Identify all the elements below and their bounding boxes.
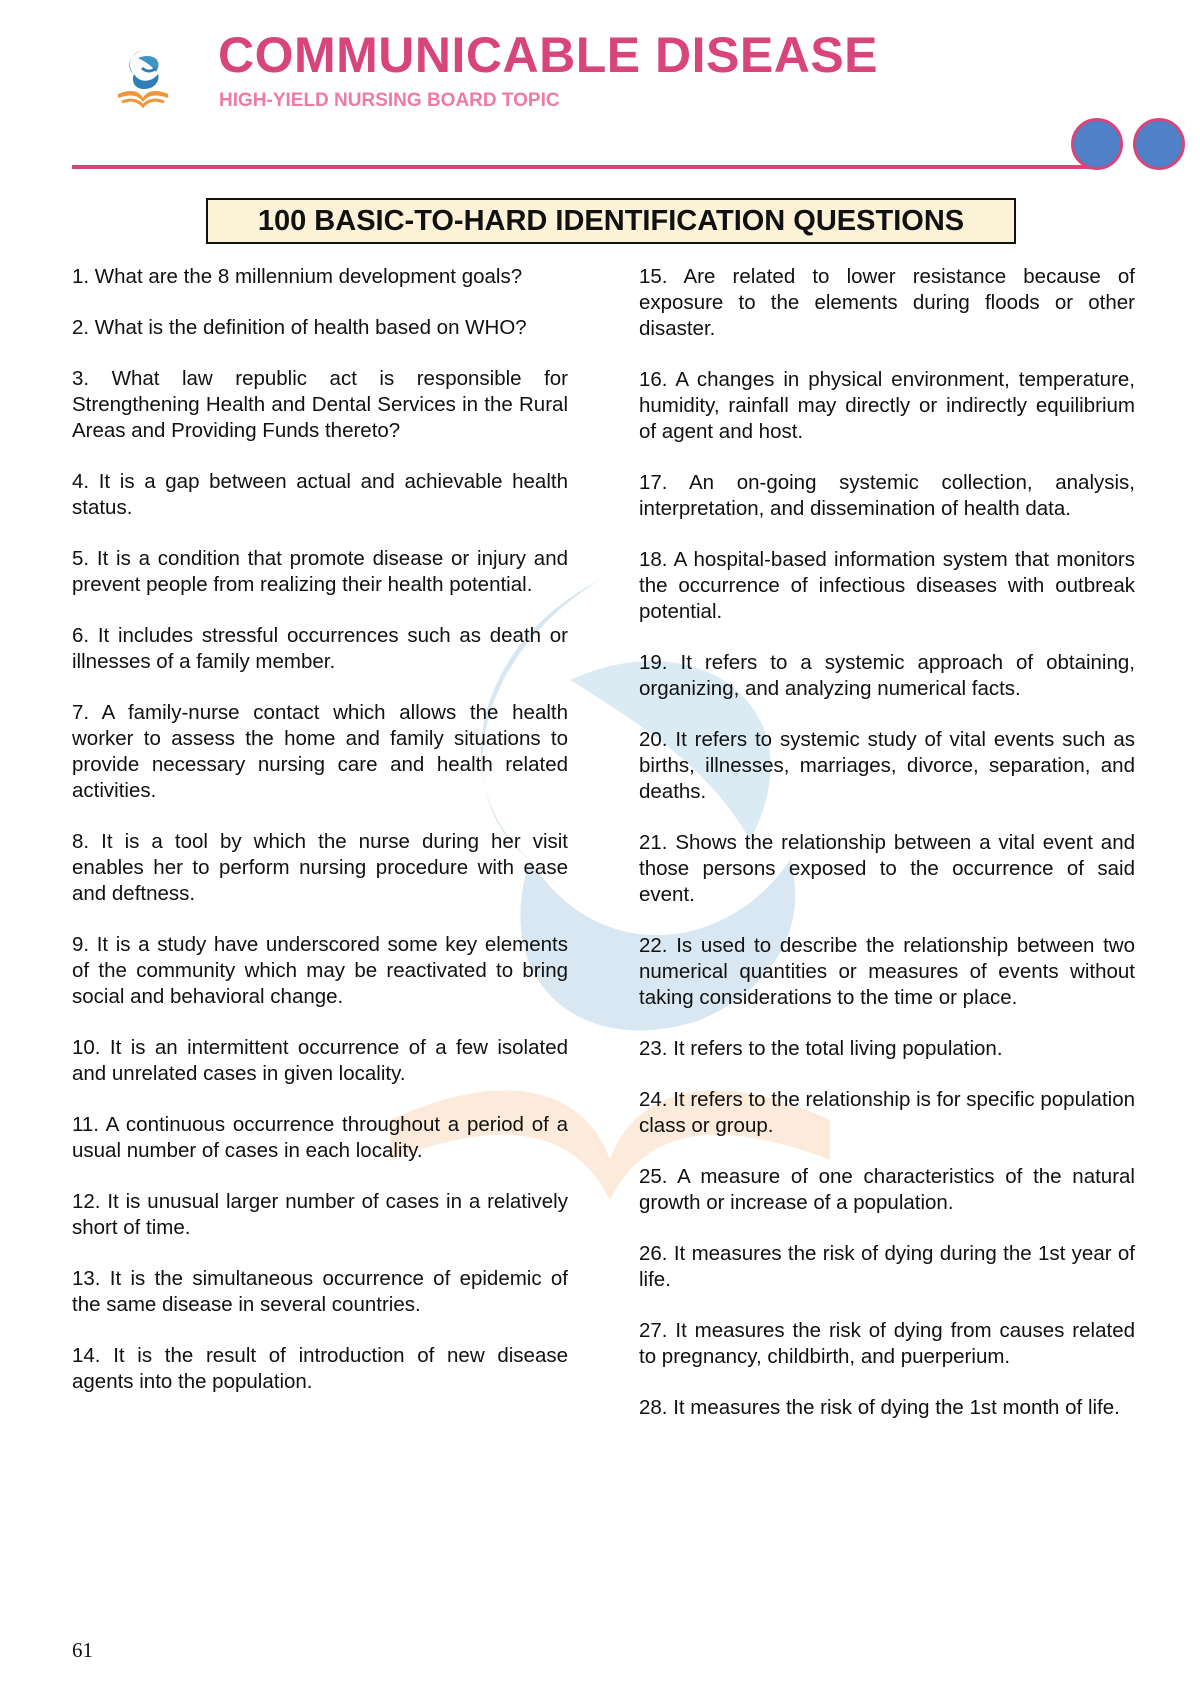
question-item: 23. It refers to the total living population. [639, 1037, 1003, 1060]
left-question-column [72, 264, 568, 1420]
question-item: 16. A changes in physical environment, temperature, humidity, rainfall may directly or indirectly equilibrium of agent and host. [639, 368, 1135, 443]
question-item: 9. It is a study have underscored some key elements of the community which may be reactivated to bring social and behavioral change. [72, 933, 568, 1008]
right-question-column [639, 264, 1135, 1446]
header-divider [72, 165, 1092, 169]
question-item: 22. Is used to describe the relationship between two numerical quantities or measures of events without taking considerations to the time or place. [639, 934, 1135, 1009]
question-item: 21. Shows the relationship between a vital event and those persons exposed to the occurrence of said event. [639, 831, 1135, 906]
question-item: 20. It refers to systemic study of vital events such as births, illnesses, marriages, divorce, separation, and deaths. [639, 728, 1135, 803]
section-heading: 100 BASIC-TO-HARD IDENTIFICATION QUESTIONS [206, 198, 1016, 244]
question-item: 25. A measure of one characteristics of the natural growth or increase of a population. [639, 1165, 1135, 1214]
question-item: 15. Are related to lower resistance because of exposure to the elements during floods or other disaster. [639, 265, 1135, 340]
question-item: 4. It is a gap between actual and achievable health status. [72, 470, 568, 519]
question-item: 13. It is the simultaneous occurrence of epidemic of the same disease in several countries. [72, 1267, 568, 1316]
question-item: 18. A hospital-based information system that monitors the occurrence of infectious diseases with outbreak potential. [639, 548, 1135, 623]
question-item: 28. It measures the risk of dying the 1st month of life. [639, 1396, 1120, 1419]
question-item: 27. It measures the risk of dying from causes related to pregnancy, childbirth, and puerperium. [639, 1319, 1135, 1368]
question-item: 17. An on-going systemic collection, analysis, interpretation, and dissemination of health data. [639, 471, 1135, 520]
question-item: 2. What is the definition of health based on WHO? [72, 316, 527, 339]
question-item: 12. It is unusual larger number of cases in a relatively short of time. [72, 1190, 568, 1239]
question-item: 1. What are the 8 millennium development goals? [72, 265, 523, 288]
document-title: COMMUNICABLE DISEASE [218, 27, 879, 83]
question-item: 7. A family-nurse contact which allows the health worker to assess the home and family situations to provide necessary nursing care and health related activities. [72, 701, 568, 802]
question-item: 11. A continuous occurrence throughout a period of a usual number of cases in each locality. [72, 1113, 568, 1162]
question-item: 10. It is an intermittent occurrence of a few isolated and unrelated cases in given locality. [72, 1036, 568, 1085]
question-item: 26. It measures the risk of dying during the 1st year of life. [639, 1242, 1135, 1291]
question-item: 24. It refers to the relationship is for specific population class or group. [639, 1088, 1135, 1137]
question-item: 8. It is a tool by which the nurse during her visit enables her to perform nursing procedure with ease and deftness. [72, 830, 568, 905]
question-item: 19. It refers to a systemic approach of obtaining, organizing, and analyzing numerical facts. [639, 651, 1135, 700]
document-subtitle: HIGH-YIELD NURSING BOARD TOPIC [219, 90, 560, 111]
question-item: 14. It is the result of introduction of new disease agents into the population. [72, 1344, 568, 1393]
decorative-circle-icon [1071, 118, 1123, 170]
question-item: 5. It is a condition that promote disease or injury and prevent people from realizing their health potential. [72, 547, 568, 596]
question-item: 3. What law republic act is responsible for Strengthening Health and Dental Services in the Rural Areas and Providing Funds thereto? [72, 367, 568, 442]
page-number: 61 [72, 1638, 93, 1662]
leaf-book-logo-icon [112, 44, 174, 110]
question-item: 6. It includes stressful occurrences such as death or illnesses of a family member. [72, 624, 568, 673]
decorative-circle-icon [1133, 118, 1185, 170]
